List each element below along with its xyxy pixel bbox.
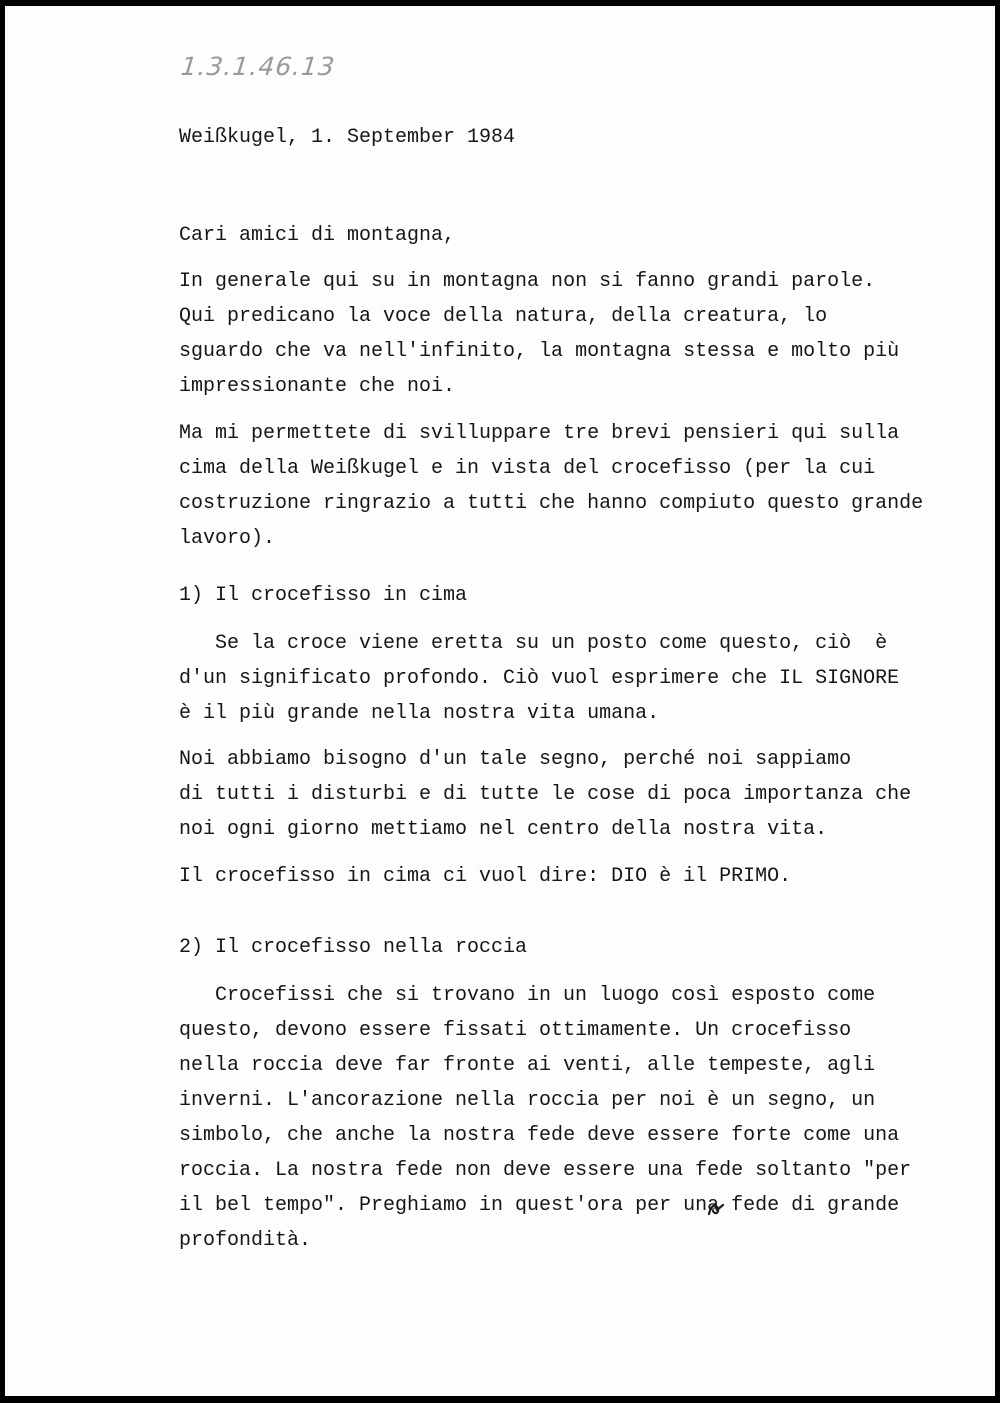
text-line: sguardo che va nell'infinito, la montagna stessa e molto più bbox=[179, 340, 900, 363]
text-line: Noi abbiamo bisogno d'un tale segno, perché noi sappiamo bbox=[179, 748, 852, 771]
text-line: Ma mi permettete di svilluppare tre brevi pensieri qui sulla bbox=[179, 422, 900, 445]
section-1-heading: 1) Il crocefisso in cima bbox=[179, 584, 468, 607]
text-line: inverni. L'ancorazione nella roccia per noi è un segno, un bbox=[179, 1089, 876, 1112]
intro-paragraph-1 bbox=[179, 264, 899, 404]
text-line: noi ogni giorno mettiamo nel centro della nostra vita. bbox=[179, 818, 828, 841]
text-line: costruzione ringrazio a tutti che hanno compiuto questo grande bbox=[179, 492, 924, 515]
text-line: In generale qui su in montagna non si fanno grandi parole. bbox=[179, 270, 876, 293]
text-line: d'un significato profondo. Ciò vuol esprimere che IL SIGNORE bbox=[179, 667, 900, 690]
section-1-paragraph-2 bbox=[179, 742, 911, 847]
text-line: Qui predicano la voce della natura, della creatura, lo bbox=[179, 305, 828, 328]
section-2-heading: 2) Il crocefisso nella roccia bbox=[179, 936, 528, 959]
text-line: questo, devono essere fissati ottimamente. Un crocefisso bbox=[179, 1019, 852, 1042]
text-line: cima della Weißkugel e in vista del crocefisso (per la cui bbox=[179, 457, 876, 480]
text-line: Se la croce viene eretta su un posto come questo, ciò è bbox=[215, 632, 888, 655]
section-1-paragraph-1 bbox=[179, 626, 899, 731]
text-line: Crocefissi che si trovano in un luogo così esposto come bbox=[215, 984, 876, 1007]
text-line: simbolo, che anche la nostra fede deve essere forte come una bbox=[179, 1124, 900, 1147]
date-line: Weißkugel, 1. September 1984 bbox=[179, 126, 516, 149]
salutation: Cari amici di montagna, bbox=[179, 224, 456, 247]
text-line: nella roccia deve far fronte ai venti, alle tempeste, agli bbox=[179, 1054, 876, 1077]
intro-paragraph-2 bbox=[179, 416, 923, 556]
section-1-paragraph-3: Il crocefisso in cima ci vuol dire: DIO è il PRIMO. bbox=[179, 865, 792, 888]
text-line: lavoro). bbox=[179, 527, 276, 550]
text-line: è il più grande nella nostra vita umana. bbox=[179, 702, 660, 725]
handwritten-correction-mark bbox=[707, 1201, 725, 1217]
text-line: di tutti i disturbi e di tutte le cose di poca importanza che bbox=[179, 783, 912, 806]
text-line: impressionante che noi. bbox=[179, 375, 456, 398]
section-2-paragraph-1 bbox=[179, 978, 911, 1258]
text-line: profondità. bbox=[179, 1229, 312, 1252]
text-line: il bel tempo". Preghiamo in quest'ora per una fede di grande bbox=[179, 1194, 900, 1217]
archive-reference-number: 1.3.1.46.13 bbox=[179, 52, 337, 81]
text-line: roccia. La nostra fede non deve essere una fede soltanto "per bbox=[179, 1159, 912, 1182]
letter-page bbox=[5, 6, 995, 1396]
